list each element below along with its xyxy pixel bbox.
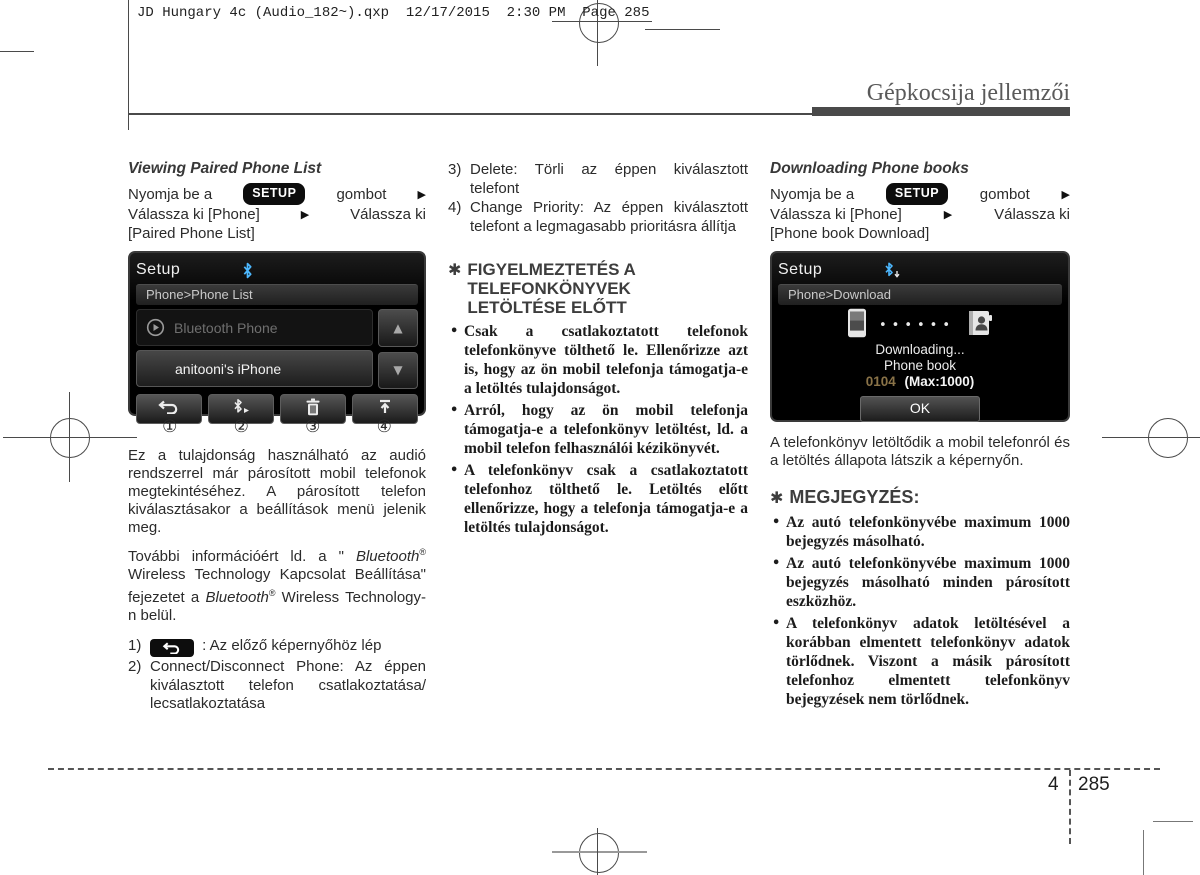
- downloaded-count: 0104: [865, 374, 896, 389]
- nav-text: Válassza ki: [994, 206, 1070, 223]
- bluetooth-download-icon: [884, 262, 901, 279]
- bluetooth-trademark: Bluetooth: [205, 589, 269, 606]
- setup-button-badge: SETUP: [886, 183, 948, 205]
- warning-bullet-text: A telefonkönyv csak a csatlakoztatott telefonhoz tölthető le. Letöltés előtt ellenőrizze, hogy a telefonja támogatja-e a letöltés tulajdonságot.: [464, 462, 748, 536]
- warning-bullet-text: Csak a csatlakoztatott telefonok telefonkönyve tölthető le. Ellenőrizze azt is, hogy az ön mobil telefonja támogatja-e a letöltés tulajdonságot.: [464, 323, 748, 397]
- text-segment: Wireless Technology Kapcsolat Beállítása" fejezetet a: [128, 566, 426, 606]
- note-bullet: [770, 614, 1070, 709]
- item-text: Change Priority: Az éppen kiválasztott telefont a legmagasabb prioritásra állítja: [470, 199, 748, 235]
- callout-2: ②: [233, 417, 249, 437]
- item-text: : Az előző képernyőhöz lép: [202, 637, 382, 654]
- item-text: Delete: Törli az éppen kiválasztott telefont: [470, 161, 748, 197]
- download-status-line2: Phone book: [883, 358, 957, 373]
- bullet-icon: •: [772, 556, 781, 571]
- back-button-badge: [150, 639, 194, 657]
- download-transfer-graphic: [778, 308, 1062, 342]
- screen-title: Setup: [136, 261, 181, 278]
- list-item-anitooni-iphone[interactable]: [136, 350, 373, 387]
- setup-download-screenshot: [770, 251, 1070, 422]
- scroll-up-button[interactable]: ▲: [378, 309, 418, 347]
- setup-button-badge: SETUP: [243, 183, 305, 205]
- column-right: [770, 160, 1070, 709]
- registered-sign: ®: [419, 547, 426, 557]
- device-name: Bluetooth Phone: [174, 319, 278, 336]
- phone-icon: [847, 308, 867, 343]
- warning-heading: [448, 260, 748, 317]
- text-segment: Wireless Technology-n belül.: [128, 589, 426, 624]
- registration-mark-right-hline: [1102, 437, 1200, 438]
- note-heading: [770, 488, 1070, 507]
- registration-mark-left: [50, 418, 90, 458]
- nav-text: Nyomja be a: [128, 185, 213, 203]
- bluetooth-icon: [242, 262, 253, 279]
- paragraph-feature-description: Ez a tulajdonság használható az audió rendszerrel már párosított mobil telefonok megtekintéséhez. A párosított telefon kiválasztásakor a beállítások menü jelenik meg.: [128, 447, 426, 536]
- text-segment: További információért ld. a ": [128, 548, 356, 565]
- nav-instruction-line1: [770, 183, 1070, 205]
- warning-bullet: [448, 461, 748, 537]
- footer-dashed-rule: [48, 768, 1160, 770]
- bullet-icon: •: [450, 463, 459, 478]
- registration-mark-top-hline: [552, 21, 652, 22]
- footer-dashed-divider: [1069, 770, 1071, 844]
- registration-mark-left-hline: [3, 437, 137, 438]
- bullet-icon: •: [450, 324, 459, 339]
- callout-item-4: [448, 199, 748, 236]
- asterisk-marker-icon: ✱: [448, 260, 462, 279]
- step-arrow-icon: ▶: [417, 187, 426, 201]
- nav-instruction-line2: [128, 205, 426, 224]
- title-rule-thick: [812, 107, 1070, 116]
- screen-header: [136, 258, 418, 282]
- nav-text: gombot: [979, 185, 1030, 203]
- download-count-line: [778, 374, 1062, 390]
- scroll-down-button[interactable]: ▼: [378, 352, 418, 390]
- footer-chapter-number: 4: [1048, 774, 1059, 795]
- nav-text: gombot: [336, 185, 387, 203]
- item-number: 3): [448, 161, 462, 178]
- paragraph-download-description: A telefonkönyv letöltődik a mobil telefonról és a letöltés állapota látszik a képernyőn.: [770, 434, 1070, 469]
- note-bullet: [770, 513, 1070, 551]
- paragraph-more-info: [128, 543, 426, 625]
- transfer-dots: ••••••: [878, 317, 955, 333]
- callout-item-1: [128, 637, 426, 657]
- bullet-icon: •: [772, 616, 781, 631]
- warning-title-text: FIGYELMEZTETÉS A TELEFONKÖNYVEK LETÖLTÉSE ELŐTT: [467, 260, 636, 317]
- list-item-bluetooth-phone[interactable]: [136, 309, 373, 346]
- note-bullet: [770, 554, 1070, 611]
- play-circle-icon: [146, 318, 165, 337]
- callout-item-3: [448, 161, 748, 198]
- nav-text: Válassza ki [Phone]: [770, 206, 902, 223]
- section-heading-downloading-phone-books: Downloading Phone books: [770, 160, 969, 177]
- callout-item-2: [128, 658, 426, 714]
- phonebook-contact-icon: [967, 309, 993, 342]
- registration-mark-left-vline: [69, 392, 70, 482]
- nav-instruction-line1: [128, 183, 426, 205]
- nav-instruction-line3: [Phone book Download]: [770, 225, 930, 242]
- back-icon: [158, 400, 180, 419]
- note-title-text: MEGJEGYZÉS:: [789, 487, 920, 507]
- screen-header: [778, 258, 1062, 282]
- item-text: Connect/Disconnect Phone: Az éppen kiválasztott telefon csatlakoztatása/ lecsatlakoztatása: [150, 658, 426, 712]
- warning-block: [448, 260, 748, 537]
- crop-mark-topleft-vertical: [128, 0, 129, 130]
- asterisk-marker-icon: ✱: [770, 488, 784, 507]
- screen-callout-numbers: [128, 417, 426, 437]
- warning-bullet: [448, 322, 748, 398]
- nav-text: Nyomja be a: [770, 185, 855, 203]
- registration-mark-bottom: [579, 833, 619, 873]
- registration-mark-top-hline2: [645, 29, 720, 30]
- ok-button[interactable]: OK: [860, 396, 980, 422]
- step-arrow-icon: ▶: [1061, 187, 1070, 201]
- crop-mark-bottomright-h: [1153, 821, 1193, 822]
- callout-3: ③: [305, 417, 321, 437]
- note-bullet-text: Az autó telefonkönyvébe maximum 1000 bejegyzés másolható minden párosított eszközhöz.: [786, 555, 1070, 610]
- nav-instruction-line3: [Paired Phone List]: [128, 225, 255, 242]
- setup-phone-list-screenshot: [128, 251, 426, 416]
- warning-bullet: [448, 401, 748, 458]
- screen-breadcrumb: Phone>Download: [778, 284, 1062, 305]
- registration-mark-bottom-vline: [597, 828, 598, 875]
- nav-text: Válassza ki [Phone]: [128, 206, 260, 223]
- max-count: (Max:1000): [904, 374, 975, 389]
- callout-4: ④: [376, 417, 392, 437]
- nav-text: Válassza ki: [350, 206, 426, 223]
- device-name: anitooni's iPhone: [175, 360, 282, 377]
- screen-title: Setup: [778, 261, 823, 278]
- warning-bullet-text: Arról, hogy az ön mobil telefonja támogatja-e a telefonkönyv letöltést, ld. a mobil telefon felhasználói kézikönyvét.: [464, 402, 748, 457]
- download-status-line1: Downloading...: [875, 342, 965, 357]
- section-heading-viewing-paired-phone-list: Viewing Paired Phone List: [128, 160, 322, 177]
- crop-mark-bottomright-v: [1143, 830, 1144, 875]
- item-number: 4): [448, 199, 462, 216]
- phone-list-area: [136, 309, 418, 389]
- step-arrow-icon: ▶: [943, 208, 953, 221]
- crop-mark-left-tick: [0, 51, 34, 52]
- file-header: JD Hungary 4c (Audio_182~).qxp 12/17/2015 2:30 PM Page 285: [137, 5, 650, 21]
- column-left: [128, 160, 426, 714]
- column-middle: [448, 160, 748, 537]
- screen-breadcrumb: Phone>Phone List: [136, 284, 418, 305]
- note-bullet-text: A telefonkönyv adatok letöltésével a korábban elmentett telefonkönyv adatok törlődnek. Viszont a másik párosított telefonhoz elmentett telefonkönyv bejegyzések nem törlődnek.: [786, 615, 1070, 708]
- registration-mark-right: [1148, 418, 1188, 458]
- footer-page-number: 285: [1078, 774, 1110, 795]
- registered-sign: ®: [268, 588, 276, 598]
- bluetooth-trademark: Bluetooth: [355, 548, 420, 565]
- callout-1: ①: [162, 417, 178, 437]
- bullet-icon: •: [450, 403, 459, 418]
- item-number: 2): [128, 658, 142, 675]
- nav-instruction-line2: [770, 205, 1070, 224]
- note-block: [770, 488, 1070, 709]
- chapter-title: Gépkocsija jellemzői: [866, 80, 1070, 106]
- registration-mark-bottom-hline: [552, 851, 647, 853]
- note-bullet-text: Az autó telefonkönyvébe maximum 1000 bejegyzés másolható.: [786, 514, 1070, 550]
- scrollbar: [378, 309, 418, 389]
- step-arrow-icon: ▶: [300, 208, 310, 221]
- item-number: 1): [128, 637, 142, 654]
- bullet-icon: •: [772, 515, 781, 530]
